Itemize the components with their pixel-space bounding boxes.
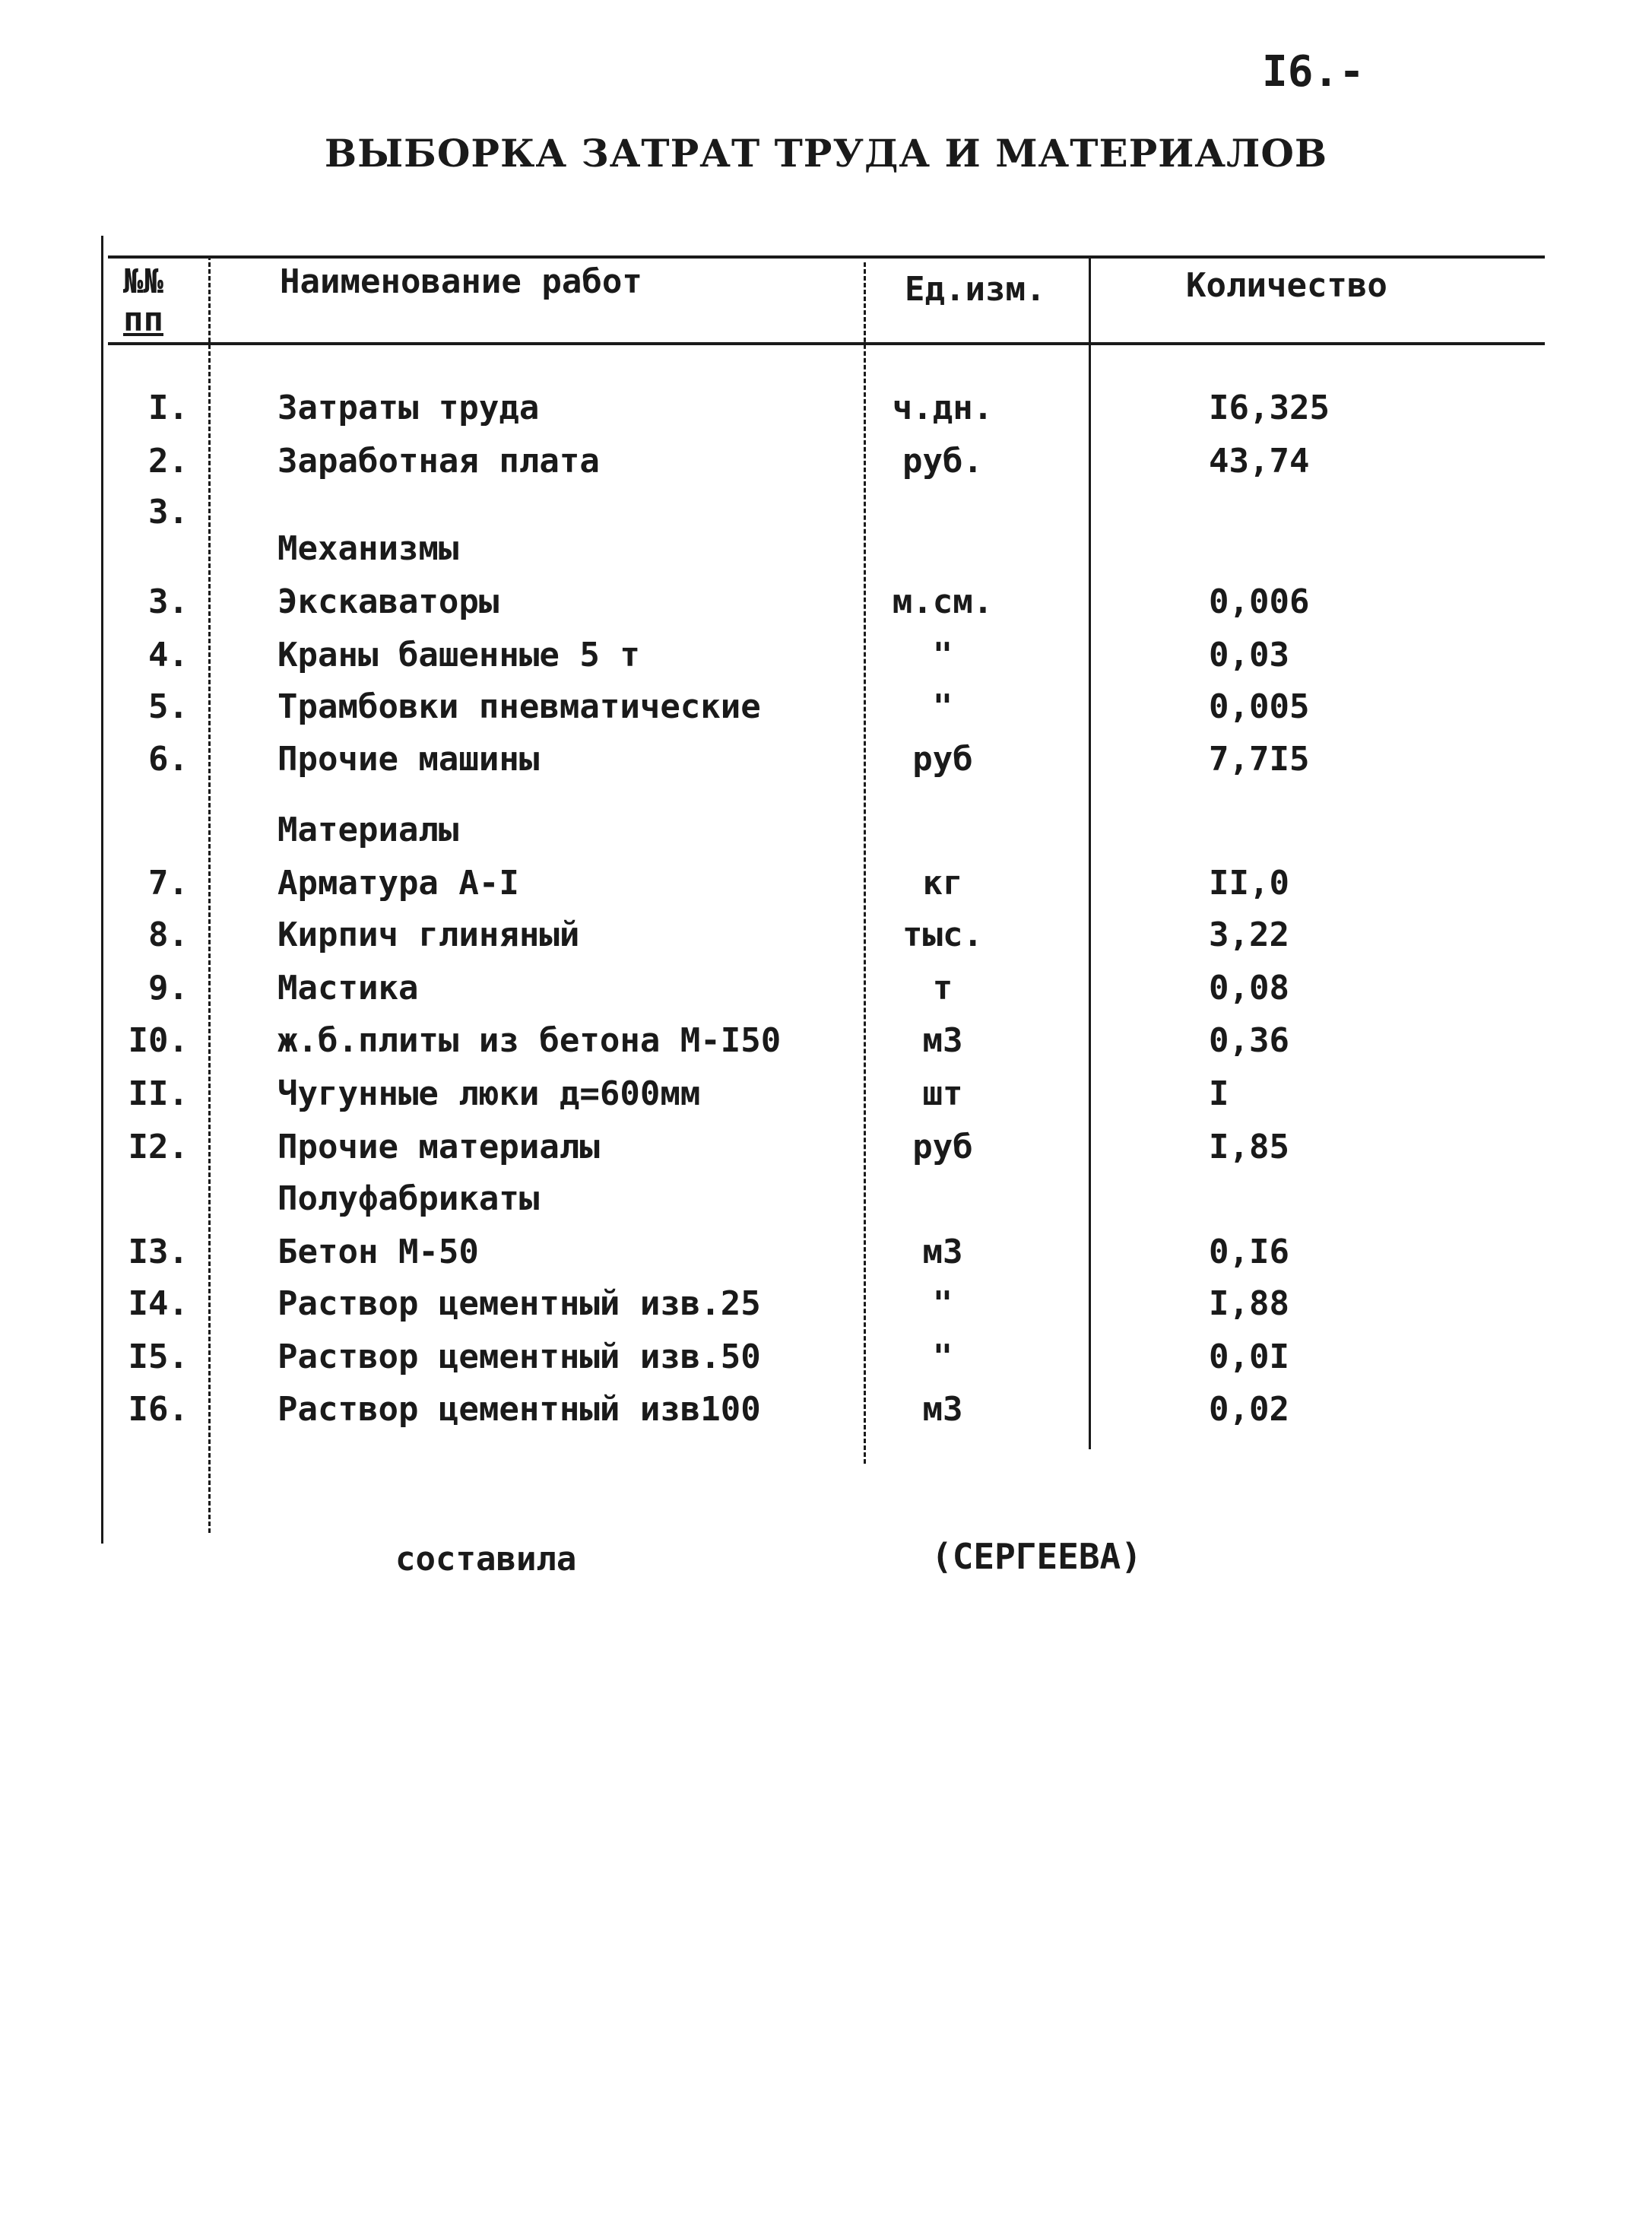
row-work-name: Раствор цементный изв100 xyxy=(277,1390,761,1429)
row-work-name: Механизмы xyxy=(277,529,459,568)
num-column-divider xyxy=(208,255,211,1533)
row-quantity: 3,22 xyxy=(1209,915,1289,954)
compiled-by-name: (СЕРГЕЕВА) xyxy=(931,1536,1142,1577)
row-quantity: 0,0I xyxy=(1209,1337,1289,1376)
row-number: I. xyxy=(148,389,189,427)
row-number: I3. xyxy=(128,1233,189,1271)
row-work-name: Краны башенные 5 т xyxy=(277,636,640,674)
row-number: 5. xyxy=(148,687,189,726)
row-number: II. xyxy=(128,1074,189,1113)
name-column-divider xyxy=(864,262,866,1464)
row-quantity: 43,74 xyxy=(1209,442,1310,481)
row-number: 4. xyxy=(148,636,189,674)
unit-column-divider xyxy=(1089,255,1091,1449)
row-quantity: 0,006 xyxy=(1209,582,1310,621)
header-name: Наименование работ xyxy=(280,262,642,301)
row-work-name: ж.б.плиты из бетона М-I50 xyxy=(277,1021,782,1060)
table-top-rule xyxy=(108,255,1545,259)
row-unit: тыс. xyxy=(902,915,983,954)
row-number: I0. xyxy=(128,1021,189,1060)
row-work-name: Трамбовки пневматические xyxy=(277,687,761,726)
header-unit: Ед.изм. xyxy=(905,270,1046,309)
row-quantity: 0,I6 xyxy=(1209,1233,1289,1271)
document-title: ВЫБОРКА ЗАТРАТ ТРУДА И МАТЕРИАЛОВ xyxy=(324,131,1328,176)
row-quantity: I6,325 xyxy=(1209,389,1330,427)
row-unit: м3 xyxy=(922,1021,963,1060)
header-bottom-rule xyxy=(108,342,1545,345)
row-unit: м.см. xyxy=(892,582,994,621)
compiled-by-label: составила xyxy=(395,1540,577,1579)
row-work-name: Кирпич глиняный xyxy=(277,915,580,954)
row-quantity: 0,08 xyxy=(1209,969,1289,1007)
row-quantity: 7,7I5 xyxy=(1209,740,1310,779)
row-unit: ч.дн. xyxy=(892,389,994,427)
row-number: 9. xyxy=(148,969,189,1007)
row-work-name: Полуфабрикаты xyxy=(277,1179,540,1218)
row-quantity: 0,005 xyxy=(1209,687,1310,726)
row-work-name: Прочие машины xyxy=(277,740,540,779)
row-unit: м3 xyxy=(922,1390,963,1429)
row-work-name: Чугунные люки д=600мм xyxy=(277,1074,701,1113)
row-quantity: I,88 xyxy=(1209,1284,1289,1323)
row-quantity: 0,36 xyxy=(1209,1021,1289,1060)
row-quantity: 0,02 xyxy=(1209,1390,1289,1429)
row-work-name: Бетон М-50 xyxy=(277,1233,479,1271)
header-num-line2: пп xyxy=(123,300,163,339)
row-work-name: Мастика xyxy=(277,969,419,1007)
row-quantity: I xyxy=(1209,1074,1229,1113)
row-unit: " xyxy=(932,636,953,674)
page-number: I6.- xyxy=(1262,47,1365,97)
row-quantity: 0,03 xyxy=(1209,636,1289,674)
row-unit: шт xyxy=(922,1074,963,1113)
row-number: I6. xyxy=(128,1390,189,1429)
header-num-line1: №№ xyxy=(123,262,163,301)
row-number: 2. xyxy=(148,442,189,481)
row-work-name: Прочие материалы xyxy=(277,1128,600,1166)
row-number: 7. xyxy=(148,864,189,903)
row-unit: " xyxy=(932,1284,953,1323)
row-number: 3. xyxy=(148,493,189,531)
row-quantity: II,0 xyxy=(1209,864,1289,903)
row-unit: т xyxy=(932,969,953,1007)
row-work-name: Заработная плата xyxy=(277,442,600,481)
row-work-name: Материалы xyxy=(277,811,459,849)
row-number: 6. xyxy=(148,740,189,779)
row-work-name: Раствор цементный изв.25 xyxy=(277,1284,761,1323)
header-quantity: Количество xyxy=(1186,266,1387,305)
row-quantity: I,85 xyxy=(1209,1128,1289,1166)
row-unit: руб. xyxy=(902,442,983,481)
row-number: I4. xyxy=(128,1284,189,1323)
row-unit: руб xyxy=(912,1128,973,1166)
row-work-name: Арматура А-I xyxy=(277,864,519,903)
row-number: 3. xyxy=(148,582,189,621)
row-unit: руб xyxy=(912,740,973,779)
row-unit: " xyxy=(932,687,953,726)
row-unit: кг xyxy=(922,864,963,903)
row-number: 8. xyxy=(148,915,189,954)
row-unit: " xyxy=(932,1337,953,1376)
row-work-name: Затраты труда xyxy=(277,389,540,427)
row-number: I2. xyxy=(128,1128,189,1166)
row-unit: м3 xyxy=(922,1233,963,1271)
row-number: I5. xyxy=(128,1337,189,1376)
row-work-name: Экскаваторы xyxy=(277,582,499,621)
row-work-name: Раствор цементный изв.50 xyxy=(277,1337,761,1376)
